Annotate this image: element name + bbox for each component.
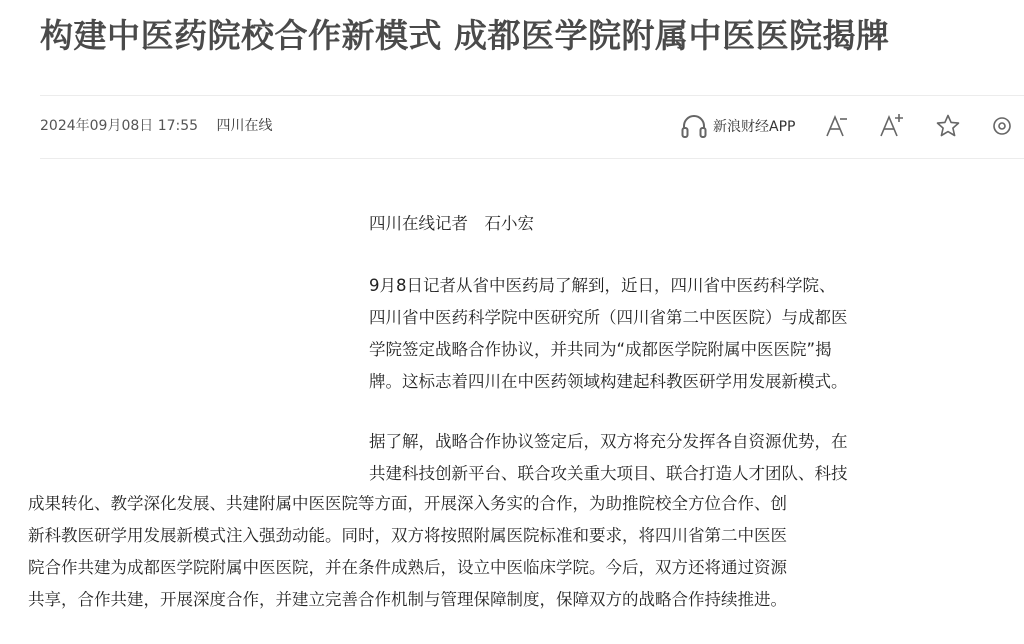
source-link[interactable]: 四川在线: [216, 118, 273, 134]
font-decrease-icon: [823, 113, 849, 139]
paragraph-line: 学院签定战略合作协议，并共同为“成都医学院附属中医医院”揭: [369, 340, 832, 359]
paragraph-line: 共建科技创新平台、联合攻关重大项目、联合打造人才团队、科技: [369, 464, 848, 483]
paragraph-line: 共享，合作共建，开展深度合作，并建立完善合作机制与管理保障制度，保障双方的战略合作持续推进。: [28, 590, 787, 609]
share-button[interactable]: [989, 113, 1013, 139]
divider-bottom: [40, 158, 1024, 159]
article-body: [369, 208, 924, 483]
sina-finance-app-link[interactable]: [680, 113, 795, 139]
headphones-icon: [680, 113, 708, 139]
share-icon: [989, 113, 1013, 139]
star-icon: [935, 113, 961, 139]
paragraph-2-continued: [28, 488, 924, 616]
paragraph-2: [369, 426, 848, 490]
paragraph-line: 新科教医研学用发展新模式注入强劲动能。同时，双方将按照附属医院标准和要求，将四川省第二中医医: [28, 526, 787, 545]
paragraph-line: 9月8日记者从省中医药局了解到，近日，四川省中医药科学院、: [369, 276, 836, 295]
favorite-button[interactable]: [935, 113, 961, 139]
publish-datetime: 2024年09月08日 17:55: [40, 118, 199, 134]
article-title: 构建中医药院校合作新模式 成都医学院附属中医医院揭牌: [40, 16, 890, 55]
divider-top: [40, 95, 1024, 96]
app-link-label: 新浪财经APP: [713, 119, 796, 135]
article-toolbar: [680, 108, 1013, 144]
paragraph-1: [369, 270, 848, 398]
byline: 四川在线记者 石小宏: [369, 214, 534, 233]
paragraph-line: 四川省中医药科学院中医研究所（四川省第二中医医院）与成都医: [369, 308, 848, 327]
article-meta: [40, 114, 273, 138]
paragraph-line: 牌。这标志着四川在中医药领域构建起科教医研学用发展新模式。: [369, 372, 848, 391]
font-increase-button[interactable]: [877, 113, 905, 139]
font-increase-icon: [877, 113, 905, 139]
paragraph-line: 成果转化、教学深化发展、共建附属中医医院等方面，开展深入务实的合作，为助推院校全方位合作、创: [28, 494, 787, 513]
paragraph-line: 据了解，战略合作协议签定后，双方将充分发挥各自资源优势，在: [369, 432, 848, 451]
font-decrease-button[interactable]: [823, 113, 849, 139]
paragraph-line: 院合作共建为成都医学院附属中医医院，并在条件成熟后，设立中医临床学院。今后，双方还将通过资源: [28, 558, 787, 577]
